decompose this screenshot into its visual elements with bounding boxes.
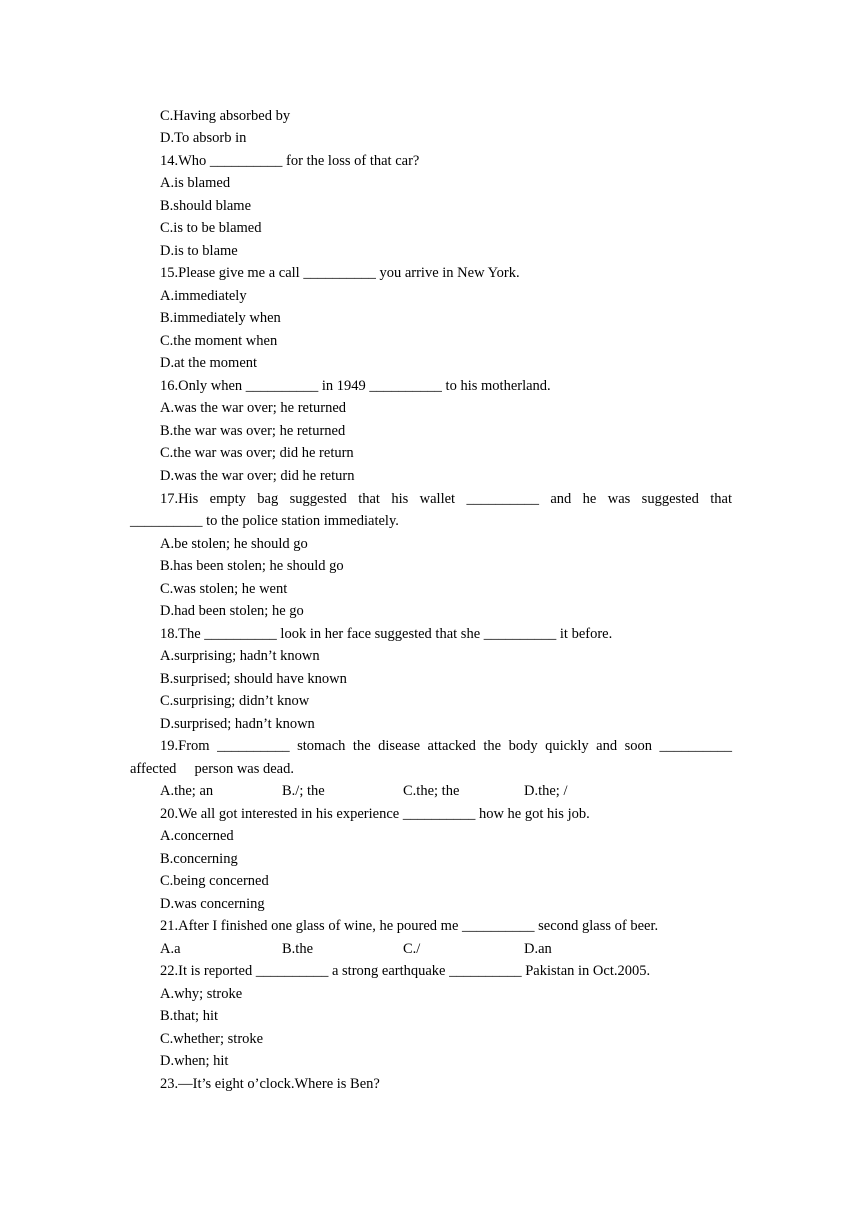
q16-option-b: B.the war was over; he returned [160, 423, 346, 439]
q15-option-b: B.immediately when [160, 310, 281, 326]
q18-option-a: A.surprising; hadn’t known [160, 648, 320, 664]
question-22: 22.It is reported __________ a strong earthquake __________ Pakistan in Oct.2005. [160, 963, 651, 979]
question-23: 23.—It’s eight o’clock.Where is Ben? [160, 1076, 380, 1092]
q14-option-d: D.is to blame [160, 243, 238, 259]
question-14: 14.Who __________ for the loss of that car? [160, 153, 420, 169]
q22-option-d: D.when; hit [160, 1053, 229, 1069]
q14-option-c: C.is to be blamed [160, 220, 262, 236]
question-16: 16.Only when __________ in 1949 __________ to his motherland. [160, 378, 551, 394]
q20-option-b: B.concerning [160, 851, 238, 867]
question-19: 19.From __________ stomach the disease attacked the body quickly and soon __________ [160, 738, 732, 754]
q21-option-a: A.a [160, 941, 181, 957]
q21-option-d: D.an [524, 941, 552, 957]
q17-option-c: C.was stolen; he went [160, 581, 288, 597]
q14-option-a: A.is blamed [160, 175, 231, 191]
q21-option-c: C./ [403, 941, 421, 957]
q19-option-d: D.the; / [524, 783, 568, 799]
question-20: 20.We all got interested in his experience __________ how he got his job. [160, 806, 590, 822]
q16-option-c: C.the war was over; did he return [160, 445, 354, 461]
q15-option-c: C.the moment when [160, 333, 278, 349]
q15-option-d: D.at the moment [160, 355, 258, 371]
q20-option-d: D.was concerning [160, 896, 265, 912]
q15-option-a: A.immediately [160, 288, 247, 304]
q14-option-b: B.should blame [160, 198, 252, 214]
question-15: 15.Please give me a call __________ you arrive in New York. [160, 265, 520, 281]
q20-option-c: C.being concerned [160, 873, 269, 889]
question-17: 17.His empty bag suggested that his wallet __________ and he was suggested that [160, 491, 732, 507]
q19-option-c: C.the; the [403, 783, 460, 799]
q17-option-b: B.has been stolen; he should go [160, 558, 344, 574]
q16-option-a: A.was the war over; he returned [160, 400, 347, 416]
question-17-continuation: __________ to the police station immediately. [130, 513, 399, 529]
q21-option-b: B.the [282, 941, 314, 957]
q22-option-b: B.that; hit [160, 1008, 218, 1024]
q17-option-d: D.had been stolen; he go [160, 603, 304, 619]
q13-option-c: C.Having absorbed by [160, 108, 291, 124]
question-19-continuation: affected person was dead. [130, 761, 294, 777]
q19-option-b: B./; the [282, 783, 325, 799]
question-18: 18.The __________ look in her face suggested that she __________ it before. [160, 626, 613, 642]
q18-option-c: C.surprising; didn’t know [160, 693, 310, 709]
q18-option-b: B.surprised; should have known [160, 671, 347, 687]
q17-option-a: A.be stolen; he should go [160, 536, 308, 552]
q22-option-a: A.why; stroke [160, 986, 243, 1002]
q20-option-a: A.concerned [160, 828, 234, 844]
q16-option-d: D.was the war over; did he return [160, 468, 355, 484]
question-21: 21.After I finished one glass of wine, he poured me __________ second glass of beer. [160, 918, 659, 934]
q13-option-d: D.To absorb in [160, 130, 247, 146]
q22-option-c: C.whether; stroke [160, 1031, 264, 1047]
q18-option-d: D.surprised; hadn’t known [160, 716, 315, 732]
q19-option-a: A.the; an [160, 783, 214, 799]
